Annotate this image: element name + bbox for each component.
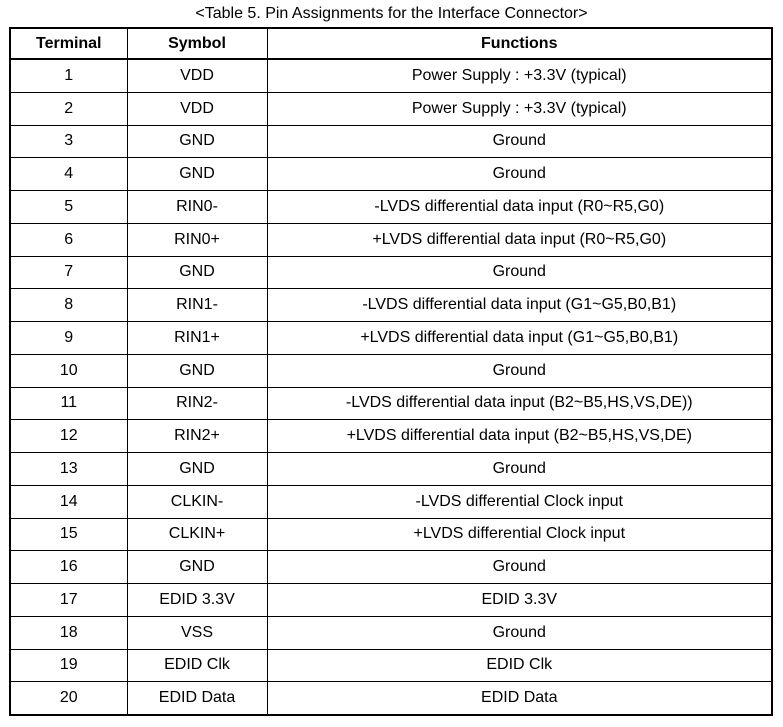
symbol-cell: RIN0+ (127, 223, 267, 256)
table-row (11, 289, 771, 322)
table-header (11, 29, 771, 59)
terminal-cell: 1 (11, 59, 127, 92)
function-cell: +LVDS differential data input (R0~R5,G0) (267, 223, 771, 256)
table-row (11, 649, 771, 682)
header-terminal: Terminal (11, 29, 127, 59)
function-cell: Ground (267, 551, 771, 584)
header-functions: Functions (267, 29, 771, 59)
table-row (11, 485, 771, 518)
table-row (11, 551, 771, 584)
function-cell: -LVDS differential data input (R0~R5,G0) (267, 191, 771, 224)
table-row (11, 518, 771, 551)
table-row (11, 420, 771, 453)
symbol-cell: RIN2+ (127, 420, 267, 453)
terminal-cell: 7 (11, 256, 127, 289)
symbol-cell: GND (127, 158, 267, 191)
table-body (11, 59, 771, 714)
terminal-cell: 2 (11, 92, 127, 125)
table-caption: <Table 5. Pin Assignments for the Interface Connector> (195, 5, 588, 22)
terminal-cell: 14 (11, 485, 127, 518)
symbol-cell: VDD (127, 92, 267, 125)
table-row (11, 59, 771, 92)
table-row (11, 354, 771, 387)
symbol-cell: CLKIN- (127, 485, 267, 518)
function-cell: EDID 3.3V (267, 584, 771, 617)
symbol-cell: RIN2- (127, 387, 267, 420)
table-row (11, 256, 771, 289)
symbol-cell: RIN1+ (127, 322, 267, 355)
function-cell: +LVDS differential data input (G1~G5,B0,B1) (267, 322, 771, 355)
pin-assignment-table-container (9, 27, 773, 716)
symbol-cell: GND (127, 453, 267, 486)
table-row (11, 191, 771, 224)
terminal-cell: 6 (11, 223, 127, 256)
symbol-cell: VDD (127, 59, 267, 92)
terminal-cell: 18 (11, 616, 127, 649)
terminal-cell: 3 (11, 125, 127, 158)
table-row (11, 92, 771, 125)
function-cell: -LVDS differential data input (G1~G5,B0,B1) (267, 289, 771, 322)
function-cell: Ground (267, 158, 771, 191)
table-row (11, 682, 771, 714)
symbol-cell: EDID Data (127, 682, 267, 714)
table-row (11, 453, 771, 486)
pin-assignment-table (11, 29, 771, 714)
function-cell: Ground (267, 125, 771, 158)
function-cell: Ground (267, 354, 771, 387)
function-cell: +LVDS differential Clock input (267, 518, 771, 551)
terminal-cell: 10 (11, 354, 127, 387)
terminal-cell: 5 (11, 191, 127, 224)
terminal-cell: 12 (11, 420, 127, 453)
table-row (11, 616, 771, 649)
symbol-cell: CLKIN+ (127, 518, 267, 551)
function-cell: Ground (267, 453, 771, 486)
function-cell: Power Supply : +3.3V (typical) (267, 92, 771, 125)
symbol-cell: EDID Clk (127, 649, 267, 682)
table-row (11, 223, 771, 256)
table-row (11, 584, 771, 617)
function-cell: EDID Clk (267, 649, 771, 682)
symbol-cell: GND (127, 256, 267, 289)
terminal-cell: 11 (11, 387, 127, 420)
function-cell: Power Supply : +3.3V (typical) (267, 59, 771, 92)
symbol-cell: RIN0- (127, 191, 267, 224)
symbol-cell: RIN1- (127, 289, 267, 322)
function-cell: Ground (267, 616, 771, 649)
table-row (11, 125, 771, 158)
terminal-cell: 19 (11, 649, 127, 682)
symbol-cell: GND (127, 551, 267, 584)
header-symbol: Symbol (127, 29, 267, 59)
terminal-cell: 17 (11, 584, 127, 617)
table-row (11, 322, 771, 355)
terminal-cell: 9 (11, 322, 127, 355)
terminal-cell: 8 (11, 289, 127, 322)
function-cell: -LVDS differential data input (B2~B5,HS,VS,DE)) (267, 387, 771, 420)
table-row (11, 158, 771, 191)
symbol-cell: EDID 3.3V (127, 584, 267, 617)
table-row (11, 387, 771, 420)
function-cell: EDID Data (267, 682, 771, 714)
terminal-cell: 16 (11, 551, 127, 584)
symbol-cell: GND (127, 354, 267, 387)
header-row (11, 29, 771, 59)
terminal-cell: 4 (11, 158, 127, 191)
symbol-cell: VSS (127, 616, 267, 649)
terminal-cell: 13 (11, 453, 127, 486)
function-cell: +LVDS differential data input (B2~B5,HS,VS,DE) (267, 420, 771, 453)
function-cell: -LVDS differential Clock input (267, 485, 771, 518)
terminal-cell: 20 (11, 682, 127, 714)
symbol-cell: GND (127, 125, 267, 158)
function-cell: Ground (267, 256, 771, 289)
terminal-cell: 15 (11, 518, 127, 551)
